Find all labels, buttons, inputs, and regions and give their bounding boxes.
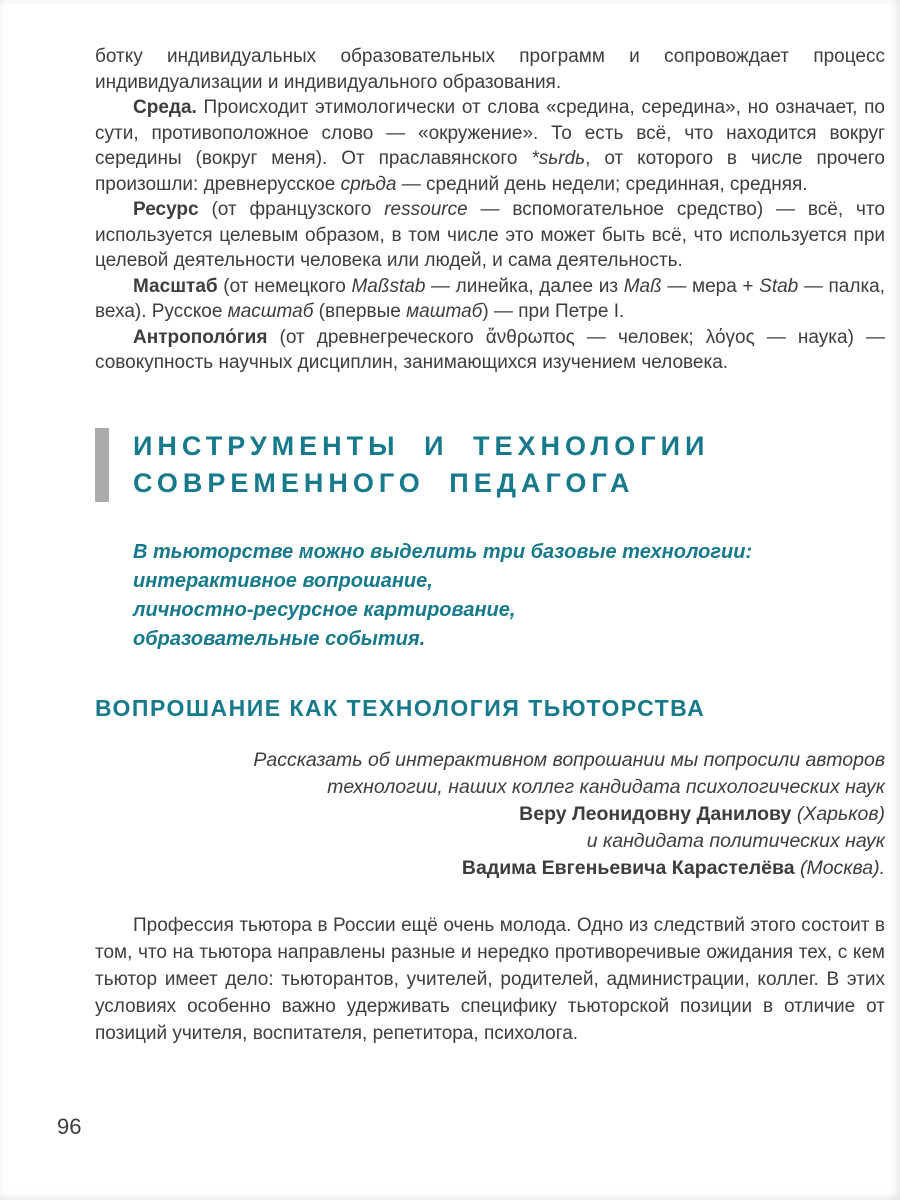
attribution-line: и кандидата политических наук (586, 830, 885, 852)
subsection-title: ВОПРОШАНИЕ КАК ТЕХНОЛОГИЯ ТЬЮТОРСТВА (95, 694, 706, 721)
lead-block (133, 538, 885, 654)
body-paragraph: Профессия тьютора в России ещё очень молода. Одно из следствий этого состоит в том, что на тьютора направлены разные и нередко противоречивые ожидания тех, с кем тьютор имеет дело: тьюторантов, учителей, родителей, администрации, коллег. В этих условиях особенно важно удерживать специфику тьюторской позиции в отличие от позиций учителя, воспитателя, репетитора, психолога. (95, 915, 885, 1044)
lead-line: В тьюторстве можно выделить три базовые технологии: (133, 540, 753, 563)
attribution-block (95, 747, 885, 882)
lead-line: личностно-ресурсное картирование, (133, 598, 516, 621)
definition-resurs: Ресурс (от французского ressource — вспомогательное средство) — всё, что используется целевым образом, в том числе это может быть всё, что используется при целевой деятельности человека или людей, и сама деятельность. (95, 199, 885, 271)
section-titles (133, 428, 709, 502)
section-header (95, 428, 885, 502)
attribution-author-2: Вадима Евгеньевича Карастелёва (Москва). (461, 857, 885, 879)
section-title-line2: СОВРЕМЕННОГО ПЕДАГОГА (133, 467, 635, 498)
definition-antropologia: Антрополо́гия (от древнегреческого ἄνθρωπος — человек; λόγος — наука) — совокупность научных дисциплин, занимающихся изучением человека. (95, 326, 885, 373)
section-accent-bar (95, 428, 109, 502)
definition-masshtab: Масштаб (от немецкого Maßstab — линейка, далее из Maß — мера + Stab — палка, веха). Русское масштаб (впервые маштаб) — при Петре I. (95, 275, 886, 322)
section-title-line1: ИНСТРУМЕНТЫ И ТЕХНОЛОГИИ (133, 430, 710, 461)
paragraph-continuation: ботку индивидуальных образовательных программ и сопровождает процесс индивидуализации и индивидуального образования. (95, 46, 885, 93)
page-number: 96 (57, 1114, 82, 1139)
attribution-author-1: Веру Леонидовну Данилову (Харьков) (519, 803, 885, 825)
attribution-line: технологии, наших коллег кандидата психологических наук (327, 776, 885, 798)
lead-line: образовательные события. (133, 627, 426, 650)
attribution-line: Рассказать об интерактивном вопрошании мы попросили авторов (253, 749, 885, 771)
lead-line: интерактивное вопрошание, (133, 569, 433, 592)
definition-sreda: Среда. Происходит этимологически от слова «средина, середина», но означает, по сути, противоположное слово — «окружение». То есть всё, что находится вокруг середины (вокруг меня). От праславянского *sьrdь, от которого в числе прочего произошли: древнерусское срѣда — средний день недели; срединная, средняя. (95, 97, 885, 195)
page-content (95, 44, 885, 1047)
